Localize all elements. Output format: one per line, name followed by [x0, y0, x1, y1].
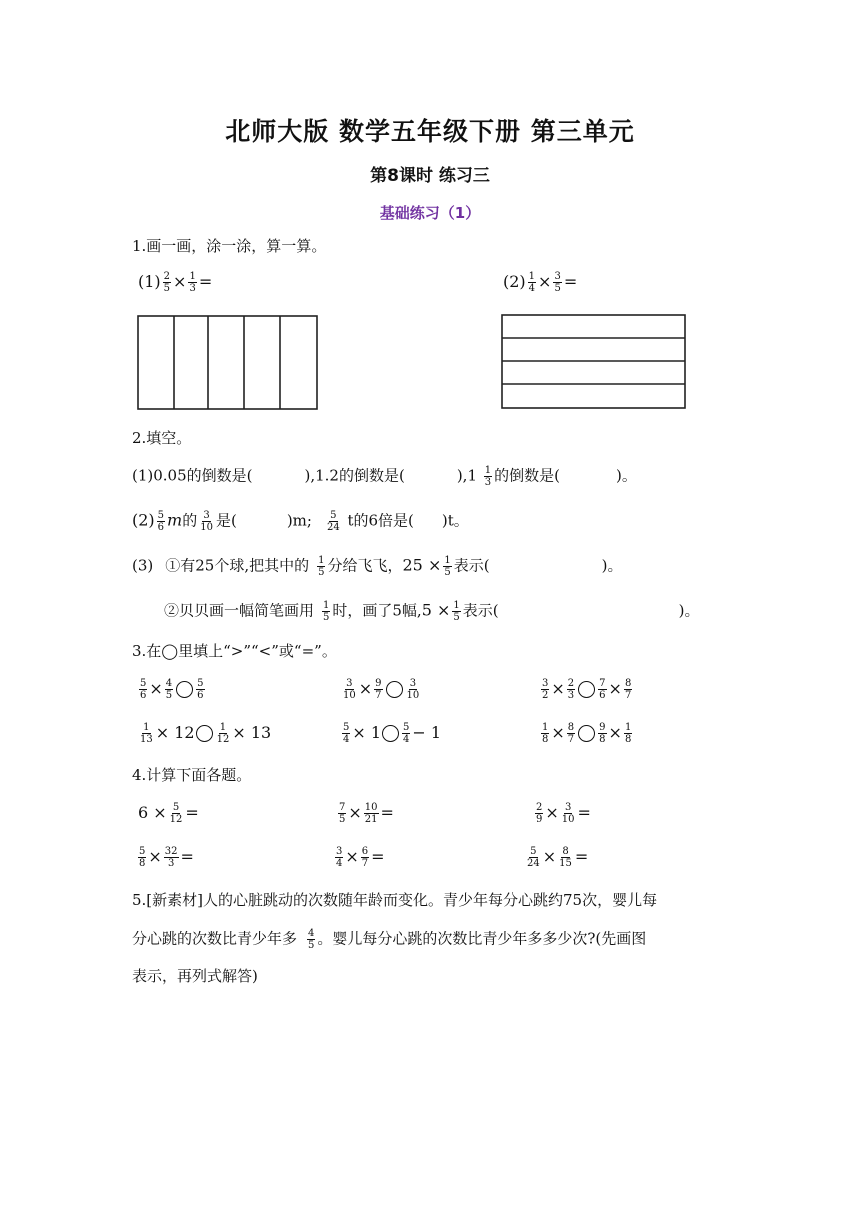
lesson-subtitle: 第8课时 练习三: [370, 166, 490, 186]
compare-circle[interactable]: [578, 725, 595, 742]
fraction: $\frac{1}{5}$: [453, 600, 460, 623]
compare-item: $\frac{5}{6}$ × $\frac{4}{5}$ $\frac{5}{6}$: [140, 678, 204, 701]
compare-circle[interactable]: [578, 681, 595, 698]
compare-item: $\frac{3}{10}$ × $\frac{9}{7}$ $\frac{3}{10}$: [343, 678, 420, 701]
compare-item: $\frac{3}{2}$ × $\frac{2}{3}$ $\frac{7}{6}$ × $\frac{8}{7}$: [542, 678, 632, 701]
q4-stem: 4.计算下面各题。: [132, 766, 252, 784]
fraction: $\frac{1}{4}$: [528, 271, 536, 294]
q2-line-2: (2) $\frac{5}{6}$ m的 $\frac{3}{10}$ 是( )m; $\frac{5}{24}$ t的6倍是( )t。: [132, 510, 469, 533]
calc-item: $\frac{7}{5}$ × $\frac{10}{21}$ =: [339, 802, 394, 825]
section-heading: 基础练习（1）: [379, 204, 481, 222]
q2-line-4: ②贝贝画一幅简笔画用 $\frac{1}{5}$ 时，画了5幅,5 × $\frac{1}{5}$ 表示( )。: [164, 600, 700, 623]
q1-problem-1: (1) $\frac{2}{5}$ × $\frac{1}{3}$ =: [138, 271, 213, 294]
fraction: $\frac{1}{5}$: [318, 555, 325, 578]
fraction: $\frac{4}{5}$: [308, 928, 315, 951]
q5-line-3: 表示，再列式解答): [132, 967, 258, 985]
calc-item: $\frac{5}{8}$ × $\frac{32}{3}$ =: [139, 846, 194, 869]
compare-item: $\frac{5}{4}$ × 1 $\frac{5}{4}$ − 1: [343, 722, 442, 745]
fraction: $\frac{3}{10}$: [200, 510, 213, 533]
compare-circle[interactable]: [176, 681, 193, 698]
q2-line-1: (1)0.05的倒数是( ),1.2的倒数是( ),1 $\frac{1}{3}$ 的倒数是( )。: [132, 465, 637, 488]
fraction: $\frac{1}{3}$: [189, 271, 196, 294]
fraction: $\frac{5}{24}$: [326, 510, 340, 533]
page-title: 北师大版 数学五年级下册 第三单元: [225, 117, 635, 146]
compare-circle[interactable]: [386, 681, 403, 698]
rect-outline: [138, 316, 317, 409]
fraction: $\frac{2}{5}$: [163, 271, 171, 294]
calc-item: 6 × $\frac{5}{12}$ =: [138, 802, 199, 825]
calc-item: $\frac{2}{9}$ × $\frac{3}{10}$ =: [536, 802, 591, 825]
q1-stem: 1.画一画，涂一涂，算一算。: [132, 237, 327, 255]
q5-line-2: 分心跳的次数比青少年多 $\frac{4}{5}$ 。婴儿每分心跳的次数比青少年多多少次?(先画图: [132, 928, 647, 951]
fraction: $\frac{5}{6}$: [157, 510, 165, 533]
rectangle-vertical-fifths: [136, 314, 320, 412]
q1-p1-label: (1): [138, 272, 161, 291]
compare-item: $\frac{1}{13}$ × 12 $\frac{1}{12}$ × 13: [140, 722, 272, 745]
q2-stem: 2.填空。: [132, 429, 192, 447]
calc-item: $\frac{5}{24}$ × $\frac{8}{15}$ =: [527, 846, 589, 869]
q3-stem: 3.在◯里填上“>”“<”或“=”。: [132, 642, 337, 660]
calc-item: $\frac{3}{4}$ × $\frac{6}{7}$ =: [336, 846, 385, 869]
q2-line-3: (3) ①有25个球,把其中的 $\frac{1}{5}$ 分给飞飞，25 × $\frac{1}{5}$ 表示( )。: [132, 555, 623, 578]
compare-item: $\frac{1}{8}$ × $\frac{8}{7}$ $\frac{9}{8}$ × $\frac{1}{8}$: [542, 722, 632, 745]
rectangle-horizontal-quarters: [500, 313, 688, 411]
fraction: $\frac{1}{5}$: [323, 600, 330, 623]
fraction: $\frac{1}{5}$: [444, 555, 451, 578]
compare-circle[interactable]: [196, 725, 213, 742]
q1-problem-2: (2) $\frac{1}{4}$ × $\frac{3}{5}$ =: [503, 271, 578, 294]
q1-p2-label: (2): [503, 272, 526, 291]
q5-line-1: 5.[新素材]人的心脏跳动的次数随年龄而变化。青少年每分心跳约75次，婴儿每: [132, 891, 658, 909]
fraction: $\frac{1}{3}$: [484, 465, 492, 488]
compare-circle[interactable]: [382, 725, 399, 742]
fraction: $\frac{3}{5}$: [554, 271, 561, 294]
